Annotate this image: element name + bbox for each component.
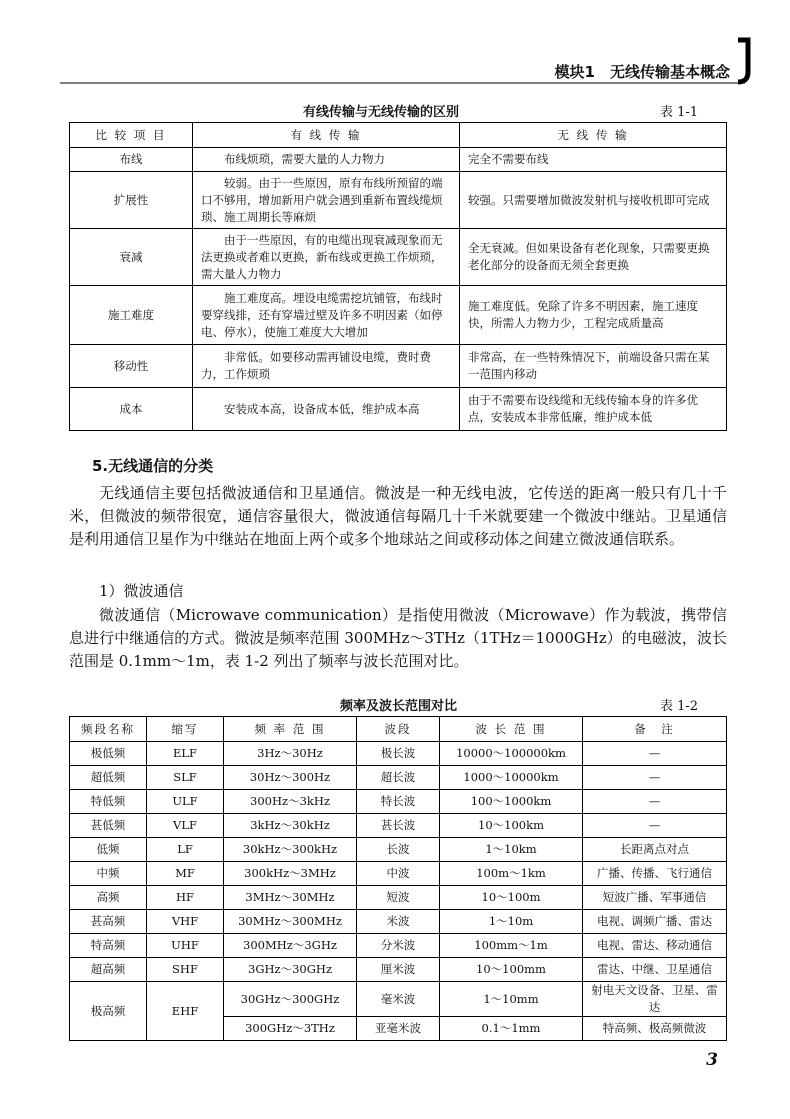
header-cell: 无 线 传 输 (460, 123, 727, 148)
wavelength-cell: 10～100m (440, 886, 583, 910)
band-name-cell: 中频 (70, 862, 147, 886)
freq-cell: 30kHz～300kHz (224, 838, 357, 862)
table-row (70, 286, 727, 345)
note-cell: — (583, 742, 727, 766)
wavelength-cell: 10000～100000km (440, 742, 583, 766)
header-cell: 波段 (357, 717, 440, 742)
abbr-cell: HF (147, 886, 224, 910)
freq-cell: 300GHz～3THz (224, 1017, 357, 1041)
wave-band-cell: 分米波 (357, 934, 440, 958)
table-row (70, 742, 727, 766)
note-cell: 电视、雷达、移动通信 (583, 934, 727, 958)
row-label: 施工难度 (70, 286, 193, 345)
freq-cell: 300MHz～3GHz (224, 934, 357, 958)
wave-band-cell: 米波 (357, 910, 440, 934)
note-cell: 特高频、极高频微波 (583, 1017, 727, 1041)
wireless-cell: 完全不需要布线 (460, 148, 727, 172)
note-cell: — (583, 814, 727, 838)
table-header-row (70, 717, 727, 742)
wave-band-cell: 极长波 (357, 742, 440, 766)
wireless-cell: 施工难度低。免除了许多不明因素，施工速度快，所需人力物力少，工程完成质量高 (460, 286, 727, 345)
header-cell: 缩写 (147, 717, 224, 742)
band-name-cell: 极高频 (70, 982, 147, 1041)
table-row (70, 345, 727, 388)
page-number: 3 (706, 1050, 718, 1070)
row-label: 布线 (70, 148, 193, 172)
row-label: 成本 (70, 388, 193, 431)
note-cell: 雷达、中继、卫星通信 (583, 958, 727, 982)
note-cell: — (583, 790, 727, 814)
freq-cell: 3Hz～30Hz (224, 742, 357, 766)
note-cell: — (583, 766, 727, 790)
abbr-cell: ELF (147, 742, 224, 766)
table-row (70, 388, 727, 431)
table-frequency-wavelength (69, 716, 727, 1041)
table-row (70, 886, 727, 910)
subsection-title: 1）微波通信 (99, 582, 184, 600)
wave-band-cell: 厘米波 (357, 958, 440, 982)
paragraph-intro: 无线通信主要包括微波通信和卫星通信。微波是一种无线电波，它传送的距离一般只有几十千米，但微波的频带很宽，通信容量很大，微波通信每隔几十千米就要建一个微波中继站。卫星通信是利用通信卫星作为中继站在地面上两个或多个地球站之间或移动体之间建立微波通信联系。 (69, 484, 727, 548)
note-cell: 广播、传播、飞行通信 (583, 862, 727, 886)
row-label: 衰减 (70, 229, 193, 286)
freq-cell: 3MHz～30MHz (224, 886, 357, 910)
table-row (70, 766, 727, 790)
table-header-row (70, 123, 727, 148)
note-cell: 电视、调频广播、雷达 (583, 910, 727, 934)
table-row (70, 934, 727, 958)
wireless-cell: 非常高，在一些特殊情况下，前端设备只需在某一范围内移动 (460, 345, 727, 388)
abbr-cell: EHF (147, 982, 224, 1041)
freq-cell: 3GHz～30GHz (224, 958, 357, 982)
header-cell: 有 线 传 输 (193, 123, 460, 148)
table1-number: 表 1-1 (660, 105, 699, 120)
freq-cell: 300kHz～3MHz (224, 862, 357, 886)
abbr-cell: LF (147, 838, 224, 862)
freq-cell: 30Hz～300Hz (224, 766, 357, 790)
row-label: 扩展性 (70, 172, 193, 229)
band-name-cell: 超高频 (70, 958, 147, 982)
freq-cell: 30MHz～300MHz (224, 910, 357, 934)
freq-cell: 30GHz～300GHz (224, 982, 357, 1017)
wave-band-cell: 特长波 (357, 790, 440, 814)
header-cell: 频 率 范 围 (224, 717, 357, 742)
table-row (70, 790, 727, 814)
band-name-cell: 极低频 (70, 742, 147, 766)
wavelength-cell: 1000～10000km (440, 766, 583, 790)
wave-band-cell: 短波 (357, 886, 440, 910)
header-cell: 备 注 (583, 717, 727, 742)
table-row (70, 958, 727, 982)
wavelength-cell: 0.1～1mm (440, 1017, 583, 1041)
page-header (0, 0, 790, 90)
table-row (70, 862, 727, 886)
band-name-cell: 特低频 (70, 790, 147, 814)
freq-cell: 3kHz～30kHz (224, 814, 357, 838)
wavelength-cell: 1～10km (440, 838, 583, 862)
table2-number: 表 1-2 (660, 699, 699, 714)
wavelength-cell: 10～100mm (440, 958, 583, 982)
table-row (70, 172, 727, 229)
band-name-cell: 甚低频 (70, 814, 147, 838)
wave-band-cell: 甚长波 (357, 814, 440, 838)
header-cell: 频段名称 (70, 717, 147, 742)
wavelength-cell: 10～100km (440, 814, 583, 838)
band-name-cell: 甚高频 (70, 910, 147, 934)
wired-cell: 较弱。由于一些原因，原有布线所预留的端口不够用，增加新用户就会遇到重新布置线缆烦琐、施工周期长等麻烦 (193, 172, 460, 229)
band-name-cell: 超低频 (70, 766, 147, 790)
wave-band-cell: 超长波 (357, 766, 440, 790)
wave-band-cell: 亚毫米波 (357, 1017, 440, 1041)
abbr-cell: UHF (147, 934, 224, 958)
table-row (70, 982, 727, 1017)
wave-band-cell: 毫米波 (357, 982, 440, 1017)
wavelength-cell: 100m～1km (440, 862, 583, 886)
note-cell: 射电天文设备、卫星、雷达 (583, 982, 727, 1017)
wired-cell: 布线烦琐，需要大量的人力物力 (193, 148, 460, 172)
note-cell: 短波广播、军事通信 (583, 886, 727, 910)
header-cell: 波 长 范 围 (440, 717, 583, 742)
wireless-cell: 由于不需要布设线缆和无线传输本身的许多优点，安装成本非常低廉，维护成本低 (460, 388, 727, 431)
abbr-cell: VHF (147, 910, 224, 934)
wired-cell: 非常低。如要移动需再铺设电缆，费时费力，工作烦琐 (193, 345, 460, 388)
wired-cell: 由于一些原因，有的电缆出现衰减现象而无法更换或者难以更换，新布线或更换工作烦琐，需大量人力物力 (193, 229, 460, 286)
band-name-cell: 高频 (70, 886, 147, 910)
wavelength-cell: 100mm～1m (440, 934, 583, 958)
section-title: 5.无线通信的分类 (92, 457, 214, 475)
table-row (70, 148, 727, 172)
abbr-cell: SLF (147, 766, 224, 790)
wired-cell: 安装成本高，设备成本低，维护成本高 (193, 388, 460, 431)
abbr-cell: SHF (147, 958, 224, 982)
freq-cell: 300Hz～3kHz (224, 790, 357, 814)
abbr-cell: ULF (147, 790, 224, 814)
wavelength-cell: 1～10mm (440, 982, 583, 1017)
wave-band-cell: 长波 (357, 838, 440, 862)
table1-caption: 有线传输与无线传输的区别 (303, 105, 460, 120)
wavelength-cell: 1～10m (440, 910, 583, 934)
abbr-cell: VLF (147, 814, 224, 838)
table-wired-vs-wireless (69, 122, 727, 431)
paragraph-microwave: 微波通信（Microwave communication）是指使用微波（Microwave）作为载波，携带信息进行中继通信的方式。微波是频率范围 300MHz～3THz（1THz＝1000GHz）的电磁波，波长范围是 0.1mm～1m，表 1-2 列出了频率与波长范围对比。 (69, 606, 727, 670)
wavelength-cell: 100～1000km (440, 790, 583, 814)
wireless-cell: 较强。只需要增加微波发射机与接收机即可完成 (460, 172, 727, 229)
wireless-cell: 全无衰减。但如果设备有老化现象，只需要更换老化部分的设备而无须全套更换 (460, 229, 727, 286)
table-row (70, 838, 727, 862)
row-label: 移动性 (70, 345, 193, 388)
wave-band-cell: 中波 (357, 862, 440, 886)
table-row (70, 910, 727, 934)
module-title: 模块1 无线传输基本概念 (554, 63, 730, 81)
abbr-cell: MF (147, 862, 224, 886)
note-cell: 长距离点对点 (583, 838, 727, 862)
table2-caption: 频率及波长范围对比 (340, 699, 458, 714)
header-cell: 比 较 项 目 (70, 123, 193, 148)
table-row (70, 229, 727, 286)
wired-cell: 施工难度高。埋设电缆需挖坑铺管，布线时要穿线排，还有穿墙过壁及许多不明因素（如停电、停水），使施工难度大大增加 (193, 286, 460, 345)
band-name-cell: 低频 (70, 838, 147, 862)
table-row (70, 814, 727, 838)
band-name-cell: 特高频 (70, 934, 147, 958)
